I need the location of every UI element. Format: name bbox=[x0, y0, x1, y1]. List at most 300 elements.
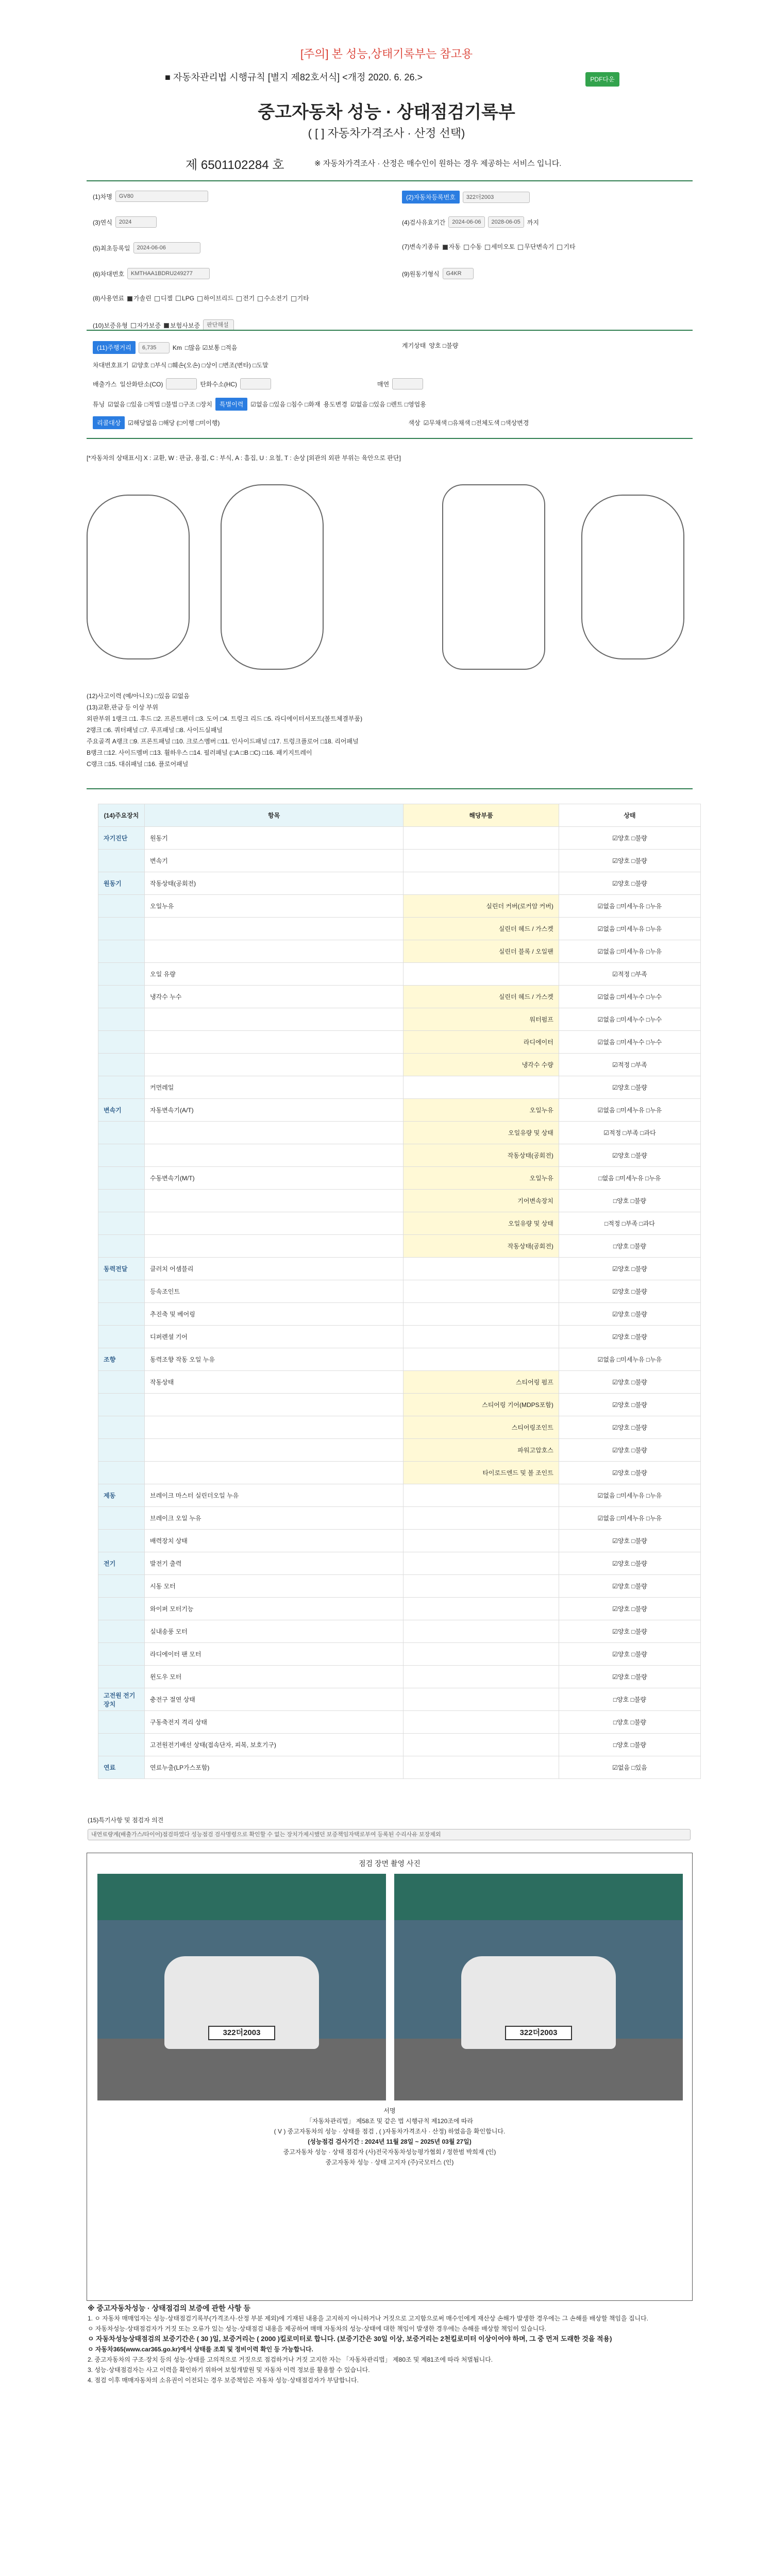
item-cell bbox=[145, 1394, 404, 1416]
tamper-label: 차대번호표기 bbox=[93, 362, 129, 369]
table-header: 해당부품 bbox=[404, 804, 559, 827]
table-row bbox=[98, 940, 701, 963]
category-cell bbox=[98, 1212, 145, 1235]
status-cell[interactable]: ☑양호 □불량 bbox=[559, 1394, 700, 1416]
meter-status-value[interactable]: 양호 □불량 bbox=[429, 342, 459, 349]
table-row bbox=[98, 872, 701, 895]
table-header: 항목 bbox=[145, 804, 404, 827]
part-cell: 작동상태(공회전) bbox=[404, 1235, 559, 1258]
table-row bbox=[98, 1303, 701, 1326]
checkbox-icon bbox=[176, 296, 181, 301]
car-top-exterior bbox=[221, 484, 324, 670]
status-cell[interactable]: ☑적정 □부족 bbox=[559, 963, 700, 986]
category-cell: 제동 bbox=[98, 1484, 145, 1507]
table-row bbox=[98, 1688, 701, 1711]
status-cell[interactable]: □적정 □부족 □과다 bbox=[559, 1212, 700, 1235]
diagram-legend: [*자동차의 상태표시] X : 교환, W : 판금, 용접, C : 부식, A : 흠집, U : 요철, T : 손상 [외관의 외판 부위는 육안으로 판단] bbox=[87, 454, 401, 462]
status-cell[interactable]: ☑양호 □불량 bbox=[559, 1620, 700, 1643]
parts-line: (12)사고이력 (예/아니오) □있음 ☑없음 bbox=[87, 692, 190, 700]
category-cell bbox=[98, 1643, 145, 1666]
usage-label: 용도변경 bbox=[323, 401, 347, 408]
item-cell: 변속기 bbox=[145, 850, 404, 872]
emission-smoke-field[interactable] bbox=[392, 378, 423, 389]
category-cell bbox=[98, 1530, 145, 1552]
tuning-label: 튜닝 bbox=[93, 401, 105, 408]
table-row bbox=[98, 1598, 701, 1620]
item-cell: 커먼레일 bbox=[145, 1076, 404, 1099]
table-row bbox=[98, 1144, 701, 1167]
special-options[interactable]: ☑없음 □있음 □침수 □화재 bbox=[250, 401, 321, 408]
car-diagram bbox=[87, 474, 693, 690]
vin-field[interactable]: KMTHAA1BDRU249277 bbox=[127, 268, 210, 279]
status-cell[interactable]: ☑양호 □불량 bbox=[559, 1530, 700, 1552]
parts-line: B랭크 □12. 사이드멤버 □13. 휠하우스 □14. 필러패널 (□A □B □C) □16. 패키지트레이 bbox=[87, 749, 312, 756]
category-cell: 조향 bbox=[98, 1348, 145, 1371]
status-cell[interactable]: ☑없음 □있음 bbox=[559, 1756, 700, 1779]
car-name-label: (1)차명 bbox=[93, 193, 112, 200]
inspection-table bbox=[98, 804, 701, 1779]
category-cell bbox=[98, 1303, 145, 1326]
status-cell[interactable]: □양호 □불량 bbox=[559, 1190, 700, 1212]
divider bbox=[87, 180, 693, 181]
meter-status-label: 계기상태 bbox=[402, 342, 426, 349]
status-cell[interactable]: □양호 □불량 bbox=[559, 1734, 700, 1756]
usage-options[interactable]: ☑없음 □있음 □렌트 □영업용 bbox=[350, 401, 426, 408]
part-cell: 작동상태(공회전) bbox=[404, 1144, 559, 1167]
table-row bbox=[98, 1643, 701, 1666]
first-reg-label: (5)최초등록일 bbox=[93, 244, 130, 252]
special-label: 특별이력 bbox=[215, 398, 247, 411]
part-cell: 오일누유 bbox=[404, 1167, 559, 1190]
fuel-option[interactable]: LPG bbox=[176, 295, 194, 302]
sign-caption: 서명 bbox=[383, 2107, 396, 2114]
engine-label: (9)원동기형식 bbox=[402, 270, 440, 278]
status-cell[interactable]: ☑양호 □불량 bbox=[559, 1371, 700, 1394]
status-cell[interactable]: ☑양호 □불량 bbox=[559, 1666, 700, 1688]
part-cell bbox=[404, 1076, 559, 1099]
part-cell: 실린더 헤드 / 가스켓 bbox=[404, 986, 559, 1008]
category-cell bbox=[98, 1326, 145, 1348]
part-cell bbox=[404, 1258, 559, 1280]
fuel-option[interactable]: 하이브리드 bbox=[197, 294, 233, 302]
table-header: (14)주요장치 bbox=[98, 804, 145, 827]
inspector-name: (사)전국자동차성능평가협회 / 정한범 박희재 bbox=[365, 2148, 484, 2156]
category-cell bbox=[98, 1144, 145, 1167]
status-cell[interactable]: ☑양호 □불량 bbox=[559, 1575, 700, 1598]
checkbox-icon bbox=[258, 296, 263, 301]
guarantee-help-button[interactable]: 판단해설 bbox=[203, 319, 234, 331]
category-cell bbox=[98, 1008, 145, 1031]
part-cell bbox=[404, 963, 559, 986]
item-cell: 충전구 절연 상태 bbox=[145, 1688, 404, 1711]
category-cell bbox=[98, 895, 145, 918]
divider bbox=[87, 788, 693, 789]
status-cell[interactable]: ☑없음 □미세누유 □누유 bbox=[559, 1348, 700, 1371]
item-cell bbox=[145, 1144, 404, 1167]
law-line: ■ 자동차관리법 시행규칙 [별지 제82호서식] <개정 2020. 6. 26.> bbox=[165, 72, 423, 82]
part-cell bbox=[404, 1552, 559, 1575]
item-cell bbox=[145, 1235, 404, 1258]
item-cell bbox=[145, 1008, 404, 1031]
parts-list bbox=[87, 690, 362, 770]
status-cell[interactable]: □없음 □미세누유 □누유 bbox=[559, 1167, 700, 1190]
inspector-label: 중고자동차 성능 · 상태 점검자 bbox=[283, 2148, 364, 2156]
table-row bbox=[98, 1190, 701, 1212]
category-cell bbox=[98, 1031, 145, 1054]
part-cell: 오일유량 및 상태 bbox=[404, 1122, 559, 1144]
part-cell: 파워고압호스 bbox=[404, 1439, 559, 1462]
category-cell bbox=[98, 1371, 145, 1394]
category-cell bbox=[98, 940, 145, 963]
category-cell bbox=[98, 918, 145, 940]
category-cell: 원동기 bbox=[98, 872, 145, 895]
part-cell bbox=[404, 1666, 559, 1688]
emission-smoke: 매연 bbox=[377, 380, 390, 388]
table-row bbox=[98, 963, 701, 986]
part-cell: 기어변속장치 bbox=[404, 1190, 559, 1212]
year-field[interactable]: 2024 bbox=[115, 216, 157, 228]
item-cell: 구동축전지 격리 상태 bbox=[145, 1711, 404, 1734]
plate-text: 322더2003 bbox=[505, 2026, 572, 2040]
status-cell[interactable]: ☑양호 □불량 bbox=[559, 872, 700, 895]
checkbox-icon bbox=[443, 245, 448, 250]
item-cell: 브레이크 마스터 실린더오일 누유 bbox=[145, 1484, 404, 1507]
mileage-field[interactable]: 6,735 bbox=[139, 342, 170, 353]
item-cell: 시동 모터 bbox=[145, 1575, 404, 1598]
category-cell: 전기 bbox=[98, 1552, 145, 1575]
item-cell: 원동기 bbox=[145, 827, 404, 850]
table-row bbox=[98, 850, 701, 872]
category-cell bbox=[98, 963, 145, 986]
checkbox-icon bbox=[237, 296, 242, 301]
mileage-unit: Km bbox=[172, 344, 182, 351]
item-cell bbox=[145, 1054, 404, 1076]
status-cell[interactable]: ☑없음 □미세누유 □누유 bbox=[559, 1507, 700, 1530]
status-cell[interactable]: ☑양호 □불량 bbox=[559, 1280, 700, 1303]
item-cell: 배력장치 상태 bbox=[145, 1530, 404, 1552]
parts-line: C랭크 □15. 대쉬패널 □16. 플로어패널 bbox=[87, 760, 189, 768]
item-cell: 와이퍼 모터기능 bbox=[145, 1598, 404, 1620]
part-cell: 스티어링조인트 bbox=[404, 1416, 559, 1439]
page-subtitle: ( [ ] 자동차가격조사 · 산정 선택) bbox=[308, 127, 465, 140]
plate-text: 322더2003 bbox=[208, 2026, 275, 2040]
category-cell bbox=[98, 1734, 145, 1756]
item-cell: 추진축 및 베어링 bbox=[145, 1303, 404, 1326]
checkbox-icon bbox=[155, 296, 160, 301]
status-cell[interactable]: ☑양호 □불량 bbox=[559, 850, 700, 872]
note-item: ㅇ 자동차성능상태점검의 보증기간은 ( 30 )일, 보증거리는 ( 2000 )킬로미터로 합니다. (보증기간은 30일 이상, 보증거리는 2천킬로미터 이상이어야 하며, 그 중 먼저 도래한 것을 적용) bbox=[88, 2335, 612, 2343]
seller-label: 중고자동차 성능 · 상태 고지자 bbox=[325, 2159, 407, 2166]
status-cell[interactable]: ☑양호 □불량 bbox=[559, 1258, 700, 1280]
emission-co-field[interactable] bbox=[166, 378, 197, 389]
warranty-label: (4)검사유효기간 bbox=[402, 218, 446, 226]
fuel-option[interactable]: 가솔린 bbox=[127, 294, 152, 302]
part-cell: 스티어링 펌프 bbox=[404, 1371, 559, 1394]
notes-section bbox=[88, 2303, 691, 2385]
notice-text: [주의] 본 성능,상태기록부는 참고용 bbox=[300, 47, 473, 60]
category-cell bbox=[98, 1575, 145, 1598]
part-cell bbox=[404, 1326, 559, 1348]
status-cell[interactable]: ☑양호 □불량 bbox=[559, 1326, 700, 1348]
status-cell[interactable]: ☑없음 □미세누수 □누수 bbox=[559, 1008, 700, 1031]
table-row bbox=[98, 1620, 701, 1643]
checkbox-icon bbox=[518, 245, 523, 250]
engine-field[interactable]: G4KR bbox=[443, 268, 474, 279]
status-cell[interactable]: ☑적정 □부족 bbox=[559, 1054, 700, 1076]
part-cell bbox=[404, 1530, 559, 1552]
item-cell: 냉각수 누수 bbox=[145, 986, 404, 1008]
table-row bbox=[98, 1212, 701, 1235]
first-reg-field[interactable]: 2024-06-06 bbox=[133, 242, 200, 253]
table-row bbox=[98, 1756, 701, 1779]
fuel-option[interactable]: 전기 bbox=[237, 294, 255, 302]
photo-2 bbox=[394, 1874, 683, 2100]
item-cell: 작동상태(공회전) bbox=[145, 872, 404, 895]
item-cell: 수동변속기(M/T) bbox=[145, 1167, 404, 1190]
fuel-option[interactable]: 기타 bbox=[291, 294, 309, 302]
special-notes-field[interactable]: 내연료량계(배출가스/타이어)점검하였다 성능점검 검사명령으로 확인할 수 없는 장치가제시했던 보증책임자택로부여 등록된 수리사유 보장제외 bbox=[88, 1829, 691, 1840]
note-item: 1. ㅇ 자동차 매매업자는 성능·상태점검기록부(가격조사·산정 부분 제외)에 기재된 내용을 고지하지 아니하거나 거짓으로 고지함으로써 매수인에게 재산상 손해가 발생한 경우에는 그 손해를 배상할 책임을 집니다. bbox=[88, 2315, 649, 2322]
status-cell[interactable]: □양호 □불량 bbox=[559, 1711, 700, 1734]
table-row bbox=[98, 1076, 701, 1099]
item-cell: 발전기 출력 bbox=[145, 1552, 404, 1575]
table-row bbox=[98, 827, 701, 850]
category-cell bbox=[98, 1394, 145, 1416]
status-cell[interactable]: ☑없음 □미세누유 □누유 bbox=[559, 940, 700, 963]
status-cell[interactable]: ☑양호 □불량 bbox=[559, 1144, 700, 1167]
tamper-options[interactable]: ☑양호 □부식 □훼손(오손) □상이 □변조(변타) □도말 bbox=[131, 362, 268, 369]
category-cell bbox=[98, 1054, 145, 1076]
color-options[interactable]: ☑무채색 □유채색 □전체도색 □색상변경 bbox=[423, 419, 529, 427]
checkbox-icon bbox=[164, 323, 169, 328]
category-cell bbox=[98, 1462, 145, 1484]
car-side-left bbox=[87, 495, 190, 659]
note-item: 3. 성능·상태점검자는 사고 이력을 확인하기 위하여 보험개발원 및 자동차 이력 정보를 활용할 수 있습니다. bbox=[88, 2366, 370, 2374]
category-cell: 변속기 bbox=[98, 1099, 145, 1122]
status-cell[interactable]: ☑양호 □불량 bbox=[559, 1462, 700, 1484]
status-cell[interactable]: ☑없음 □미세누유 □누유 bbox=[559, 918, 700, 940]
part-cell bbox=[404, 872, 559, 895]
guarantee-option[interactable]: 자가보증 bbox=[131, 321, 161, 330]
parts-line: 2랭크 □6. 쿼터패널 □7. 루프패널 □8. 사이드실패널 bbox=[87, 726, 223, 734]
document-note: ※ 자동차가격조사 · 산정은 매수인이 원하는 경우 제공하는 서비스 입니다. bbox=[314, 159, 562, 168]
warranty-from-field[interactable]: 2024-06-06 bbox=[448, 216, 484, 228]
status-cell[interactable]: ☑없음 □미세누유 □누유 bbox=[559, 1099, 700, 1122]
status-cell[interactable]: ☑양호 □불량 bbox=[559, 1552, 700, 1575]
category-cell bbox=[98, 1122, 145, 1144]
vin-label: (6)차대번호 bbox=[93, 270, 125, 278]
status-cell[interactable]: ☑없음 □미세누유 □누유 bbox=[559, 895, 700, 918]
photo-title: 점검 장면 촬영 사진 bbox=[359, 1859, 421, 1868]
table-row bbox=[98, 1099, 701, 1122]
item-cell: 오일누유 bbox=[145, 895, 404, 918]
status-cell[interactable]: ☑양호 □불량 bbox=[559, 1439, 700, 1462]
emission-hc: 탄화수소(HC) bbox=[200, 380, 238, 388]
parts-line: 주요골격 A랭크 □9. 프론트패널 □10. 크로스멤버 □11. 인사이드패널 □17. 트렁크플로어 □18. 리어패널 bbox=[87, 738, 359, 745]
note-item: 4. 점검 이후 매매자동차의 소유권이 이전되는 경우 보증책임은 자동차 성능·상태점검자가 부담합니다. bbox=[88, 2377, 359, 2384]
part-cell: 냉각수 수량 bbox=[404, 1054, 559, 1076]
part-cell: 오일누유 bbox=[404, 1099, 559, 1122]
sign-date: (성능점검 검사기간 : 2024년 11월 28일 ~ 2025년 03월 27일) bbox=[308, 2138, 472, 2145]
item-cell: 디퍼렌셜 기어 bbox=[145, 1326, 404, 1348]
sign-check: ( V ) 중고자동차의 성능 · 상태를 점검 , ( )자동차가격조사 · 산정) 하였음을 확인합니다. bbox=[274, 2128, 506, 2135]
table-row bbox=[98, 1394, 701, 1416]
table-row bbox=[98, 1711, 701, 1734]
part-cell bbox=[404, 1348, 559, 1371]
table-row bbox=[98, 1122, 701, 1144]
item-cell: 연료누출(LP가스포함) bbox=[145, 1756, 404, 1779]
divider bbox=[87, 330, 693, 331]
status-cell[interactable]: □양호 □불량 bbox=[559, 1235, 700, 1258]
status-cell[interactable]: ☑적정 □부족 □과다 bbox=[559, 1122, 700, 1144]
category-cell: 자기진단 bbox=[98, 827, 145, 850]
table-row bbox=[98, 1031, 701, 1054]
checkbox-icon bbox=[557, 245, 562, 250]
item-cell bbox=[145, 940, 404, 963]
table-row bbox=[98, 1280, 701, 1303]
photo-section bbox=[87, 1853, 693, 2301]
status-cell[interactable]: ☑양호 □불량 bbox=[559, 827, 700, 850]
status-cell[interactable]: ☑없음 □미세누유 □누유 bbox=[559, 1484, 700, 1507]
mileage-options[interactable]: □많음 ☑보통 □적음 bbox=[184, 344, 238, 351]
category-cell bbox=[98, 1598, 145, 1620]
fuel-option[interactable]: 디젤 bbox=[155, 294, 173, 302]
parts-line: (13)교환,판금 등 이상 부위 bbox=[87, 704, 159, 711]
item-cell bbox=[145, 1212, 404, 1235]
table-row bbox=[98, 1462, 701, 1484]
table-row bbox=[98, 1484, 701, 1507]
category-cell: 연료 bbox=[98, 1756, 145, 1779]
trans-label: (7)변속기종류 bbox=[402, 243, 440, 250]
table-row bbox=[98, 1530, 701, 1552]
document-number: 제 6501102284 호 bbox=[186, 158, 284, 172]
category-cell: 동력전달 bbox=[98, 1258, 145, 1280]
warranty-suffix: 까지 bbox=[527, 218, 539, 226]
parts-line: 외판부위 1랭크 □1. 후드 □2. 프론트펜더 □3. 도어 □4. 트렁크 리드 □5. 라디에이터서포트(볼트체결부품) bbox=[87, 715, 363, 722]
part-cell bbox=[404, 1303, 559, 1326]
trans-option[interactable]: 자동 bbox=[443, 242, 461, 251]
table-row bbox=[98, 918, 701, 940]
recall-options[interactable]: ☑해당없음 □해당 (□이행 □미이행) bbox=[128, 419, 220, 427]
car-frame bbox=[442, 484, 545, 670]
status-cell[interactable]: ☑양호 □불량 bbox=[559, 1416, 700, 1439]
item-cell bbox=[145, 1439, 404, 1462]
seller-name: (주)국모터스 bbox=[408, 2159, 442, 2166]
status-cell[interactable]: □양호 □불량 bbox=[559, 1688, 700, 1711]
table-row bbox=[98, 1258, 701, 1280]
part-cell: 라디에이터 bbox=[404, 1031, 559, 1054]
table-row bbox=[98, 1008, 701, 1031]
fuel-label: (8)사용연료 bbox=[93, 295, 125, 302]
checkbox-icon bbox=[197, 296, 203, 301]
reg-no-field[interactable]: 322더2003 bbox=[463, 192, 530, 203]
fuel-option[interactable]: 수소전기 bbox=[258, 294, 288, 302]
tuning-options[interactable]: ☑없음 □있음 □적법 □불법 □구조 □장치 bbox=[108, 401, 212, 408]
category-cell bbox=[98, 850, 145, 872]
year-label: (3)연식 bbox=[93, 218, 112, 226]
part-cell bbox=[404, 827, 559, 850]
trans-option[interactable]: 무단변속기 bbox=[518, 242, 554, 251]
item-cell: 오일 유량 bbox=[145, 963, 404, 986]
trans-option[interactable]: 세미오토 bbox=[485, 242, 515, 251]
category-cell bbox=[98, 1076, 145, 1099]
checkbox-icon bbox=[485, 245, 490, 250]
item-cell bbox=[145, 1416, 404, 1439]
status-cell[interactable]: ☑양호 □불량 bbox=[559, 1643, 700, 1666]
item-cell bbox=[145, 1031, 404, 1054]
table-row bbox=[98, 1326, 701, 1348]
part-cell bbox=[404, 850, 559, 872]
seal: (인) bbox=[485, 2148, 496, 2156]
part-cell: 워터펌프 bbox=[404, 1008, 559, 1031]
category-cell bbox=[98, 1620, 145, 1643]
photo-1 bbox=[97, 1874, 386, 2100]
table-row bbox=[98, 895, 701, 918]
emission-hc-field[interactable] bbox=[240, 378, 271, 389]
table-row bbox=[98, 1439, 701, 1462]
trans-option[interactable]: 수동 bbox=[464, 242, 482, 251]
trans-option[interactable]: 기타 bbox=[557, 242, 575, 251]
seal: (인) bbox=[443, 2159, 454, 2166]
category-cell bbox=[98, 1507, 145, 1530]
category-cell bbox=[98, 1235, 145, 1258]
category-cell: 고전원 전기장치 bbox=[98, 1688, 145, 1711]
part-cell: 실린더 헤드 / 가스켓 bbox=[404, 918, 559, 940]
category-cell bbox=[98, 1167, 145, 1190]
table-row bbox=[98, 1552, 701, 1575]
guarantee-option[interactable]: 보험사보증 bbox=[164, 321, 200, 330]
mileage-label: (11)주행거리 bbox=[93, 341, 136, 354]
status-cell[interactable]: ☑양호 □불량 bbox=[559, 1598, 700, 1620]
table-row bbox=[98, 1416, 701, 1439]
checkbox-icon bbox=[291, 296, 296, 301]
table-row bbox=[98, 1054, 701, 1076]
color-label: 색상 bbox=[408, 419, 421, 427]
car-name-field[interactable]: GV80 bbox=[115, 191, 208, 202]
pdf-download-button[interactable]: PDF다운 bbox=[585, 72, 619, 87]
part-cell bbox=[404, 1598, 559, 1620]
table-row bbox=[98, 1734, 701, 1756]
part-cell bbox=[404, 1688, 559, 1711]
table-row bbox=[98, 1507, 701, 1530]
part-cell: 타이로드엔드 및 볼 조인트 bbox=[404, 1462, 559, 1484]
status-cell[interactable]: ☑없음 □미세누수 □누수 bbox=[559, 1031, 700, 1054]
item-cell: 고전원전기배선 상태(접속단자, 피복, 보호기구) bbox=[145, 1734, 404, 1756]
part-cell bbox=[404, 1756, 559, 1779]
status-cell[interactable]: ☑양호 □불량 bbox=[559, 1076, 700, 1099]
table-row bbox=[98, 1235, 701, 1258]
table-row bbox=[98, 1575, 701, 1598]
status-cell[interactable]: ☑없음 □미세누수 □누수 bbox=[559, 986, 700, 1008]
note-item: ㅇ 자동차성능·상태점검자가 거짓 또는 오류가 있는 성능·상태점검 내용을 제공하여 매매 자동차의 성능·상태에 대한 책임이 발생한 경우에는 손해를 배상할 책임이 있습니다. bbox=[88, 2325, 547, 2332]
warranty-to-field[interactable]: 2028-06-05 bbox=[488, 216, 524, 228]
item-cell: 작동상태 bbox=[145, 1371, 404, 1394]
category-cell bbox=[98, 1280, 145, 1303]
category-cell bbox=[98, 1666, 145, 1688]
checkbox-icon bbox=[131, 323, 136, 328]
special-notes-label: (15)특기사항 및 점검자 의견 bbox=[88, 1817, 164, 1824]
item-cell bbox=[145, 1122, 404, 1144]
item-cell: 클러치 어셈블리 bbox=[145, 1258, 404, 1280]
page-title: 중고자동차 성능 · 상태점검기록부 bbox=[258, 103, 515, 122]
car-side-right bbox=[581, 495, 684, 659]
item-cell: 실내송풍 모터 bbox=[145, 1620, 404, 1643]
table-row bbox=[98, 1167, 701, 1190]
part-cell: 오일유량 및 상태 bbox=[404, 1212, 559, 1235]
item-cell: 라디에이터 팬 모터 bbox=[145, 1643, 404, 1666]
sign-block bbox=[87, 2106, 692, 2167]
status-cell[interactable]: ☑양호 □불량 bbox=[559, 1303, 700, 1326]
